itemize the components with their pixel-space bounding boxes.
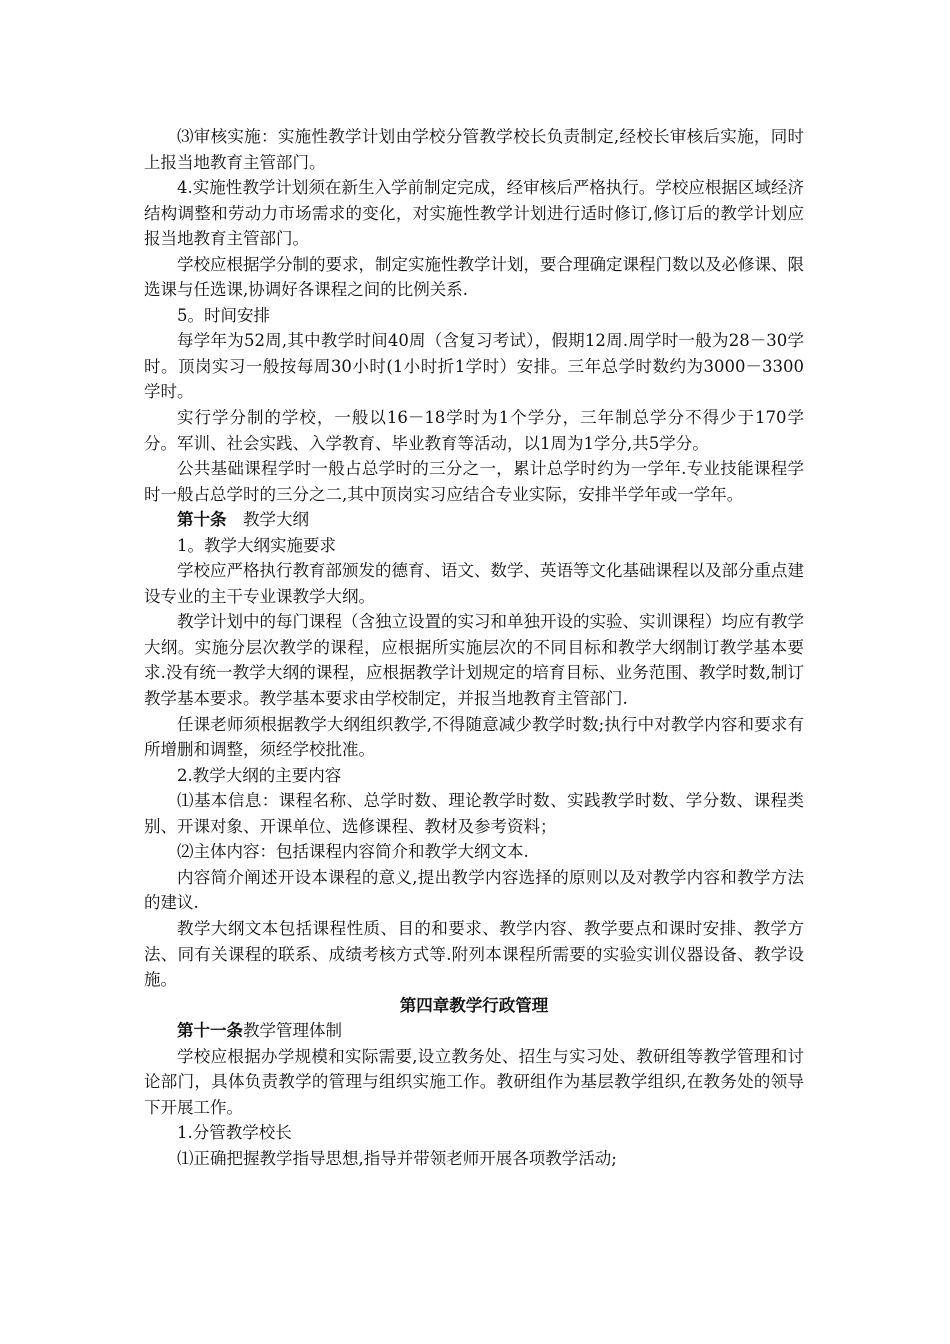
document-body bbox=[144, 124, 804, 1171]
paragraph: 学校应根据学分制的要求，制定实施性教学计划，要合理确定课程门数以及必修课、限选课与任选课,协调好各课程之间的比例关系. bbox=[144, 254, 804, 300]
paragraph: ⑴基本信息：课程名称、总学时数、理论教学时数、实践教学时数、学分数、课程类别、开课对象、开课单位、选修课程、教材及参考资料； bbox=[144, 791, 804, 836]
article-heading bbox=[144, 1018, 804, 1044]
paragraph: 实行学分制的学校，一般以16－18学时为1个学分，三年制总学分不得少于170学分。军训、社会实践、入学教育、毕业教育等活动，以1周为1学分,共5学分。 bbox=[144, 408, 804, 453]
section-subheading: 1.分管教学校长 bbox=[177, 1123, 292, 1143]
paragraph: ⑵主体内容：包括课程内容简介和教学大纲文本. bbox=[177, 842, 529, 862]
section-subheading: 2.教学大纲的主要内容 bbox=[177, 765, 342, 785]
paragraph: 内容简介阐述开设本课程的意义,提出教学内容选择的原则以及对教学内容和教学方法的建议. bbox=[144, 867, 804, 913]
paragraph: 公共基础课程学时一般占总学时的三分之一，累计总学时约为一学年.专业技能课程学时一般占总学时的三分之二,其中顶岗实习应结合专业实际，安排半学年或一学年。 bbox=[144, 459, 804, 504]
paragraph: 任课老师须根据教学大纲组织教学,不得随意减少教学时数;执行中对教学内容和要求有所增删和调整，须经学校批准。 bbox=[144, 714, 804, 760]
paragraph: 学校应根据办学规模和实际需要,设立教务处、招生与实习处、教研组等教学管理和讨论部门，具体负责教学的管理与组织实施工作。教研组作为基层教学组织,在教务处的领导下开展工作。 bbox=[144, 1046, 804, 1117]
paragraph: 学校应严格执行教育部颁发的德育、语文、数学、英语等文化基础课程以及部分重点建设专业的主干专业课教学大纲。 bbox=[144, 561, 804, 606]
article-number: 第十一条 bbox=[177, 1021, 243, 1041]
section-subheading: 5。时间安排 bbox=[177, 305, 270, 325]
paragraph: ⑴正确把握教学指导思想,指导并带领老师开展各项教学活动; bbox=[177, 1148, 617, 1168]
article-heading bbox=[144, 507, 804, 533]
chapter-heading: 第四章教学行政管理 bbox=[399, 995, 549, 1015]
paragraph: 教学计划中的每门课程（含独立设置的实习和单独开设的实验、实训课程）均应有教学大纲。实施分层次教学的课程，应根据所实施层次的不同目标和教学大纲制订教学基本要求.没有统一教学大纲的课程，应根据教学计划规定的培育目标、业务范围、教学时数,制订教学基本要求。教学基本要求由学校制定，并报当地教育主管部门. bbox=[144, 612, 804, 709]
paragraph: 教学大纲文本包括课程性质、目的和要求、教学内容、教学要点和课时安排、教学方法、同有关课程的联系、成绩考核方式等.附列本课程所需要的实验实训仪器设备、教学设施。 bbox=[144, 918, 804, 990]
paragraph: 4.实施性教学计划须在新生入学前制定完成，经审核后严格执行。学校应根据区域经济结构调整和劳动力市场需求的变化，对实施性教学计划进行适时修订,修订后的教学计划应报当地教育主管部门。 bbox=[144, 178, 804, 249]
article-number: 第十条 bbox=[177, 510, 227, 530]
paragraph: 每学年为52周,其中教学时间40周（含复习考试），假期12周.周学时一般为28－30学时。顶岗实习一般按每周30小时(1小时折1学时）安排。三年总学时数约为3000－3300学时。 bbox=[144, 331, 804, 402]
article-title: 教学大纲 bbox=[226, 510, 309, 530]
paragraph: ⑶审核实施：实施性教学计划由学校分管教学校长负责制定,经校长审核后实施，同时上报当地教育主管部门。 bbox=[144, 127, 804, 172]
section-subheading: 1。教学大纲实施要求 bbox=[177, 535, 336, 555]
article-title: 教学管理体制 bbox=[243, 1021, 342, 1041]
